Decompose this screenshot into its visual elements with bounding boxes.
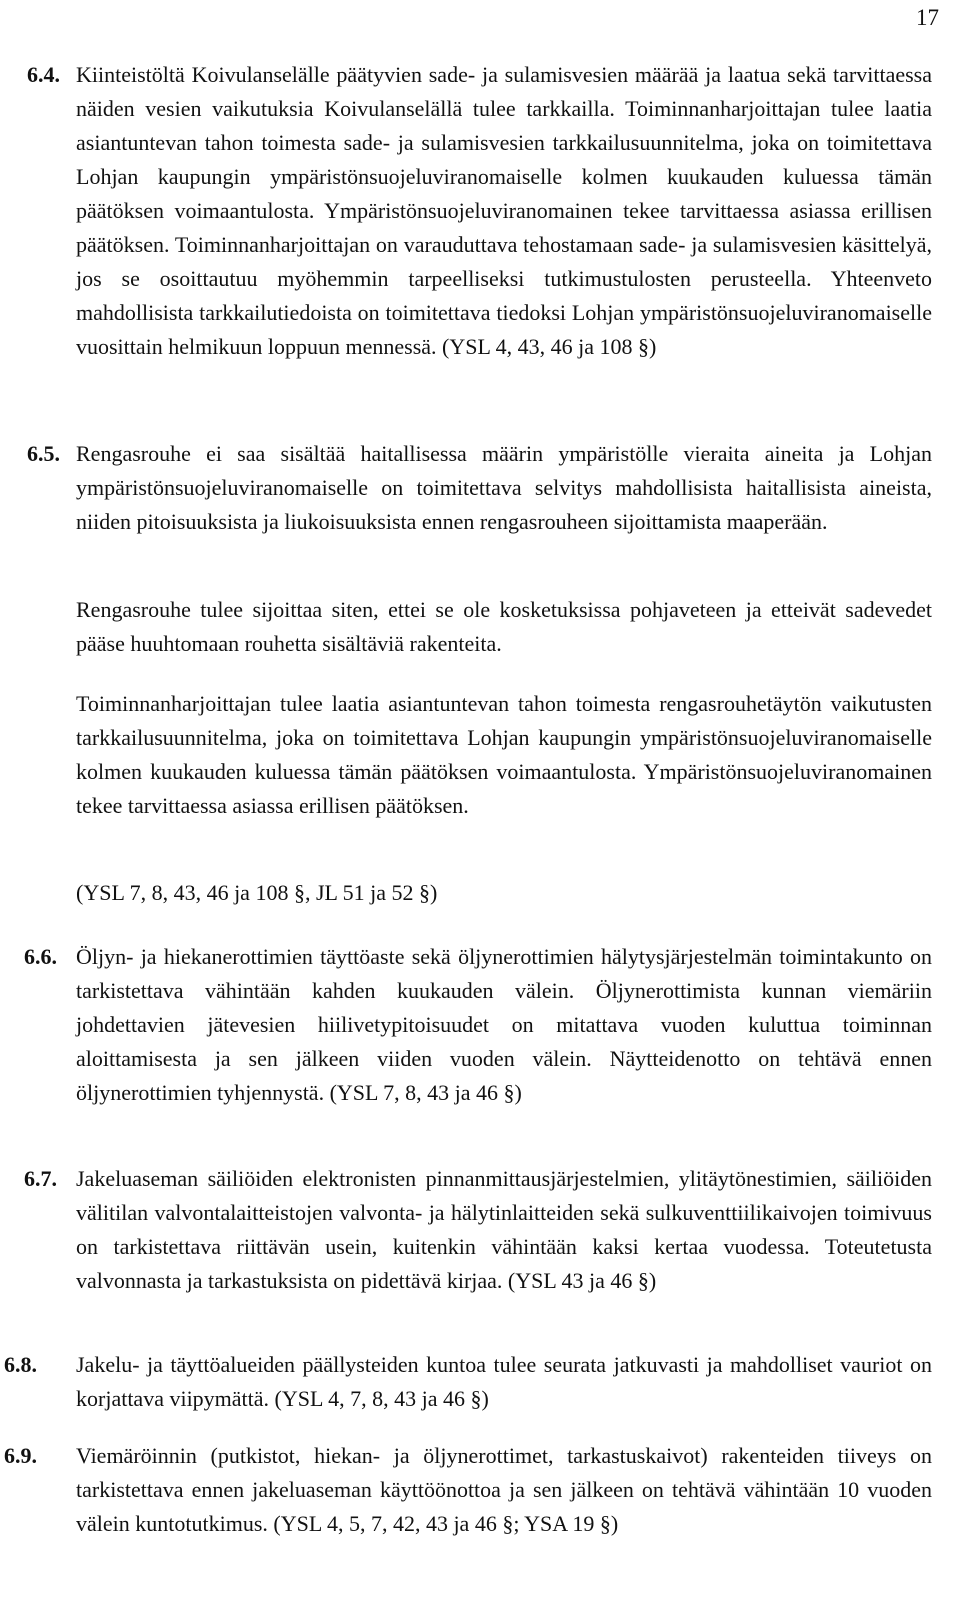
section-number: 6.7. — [24, 1166, 57, 1191]
section-number: 6.8. — [4, 1352, 37, 1377]
section-body — [76, 58, 932, 364]
paragraph: Rengasrouhe tulee sijoittaa siten, ettei se ole kosketuksissa pohjaveteen ja etteivät sadevedet pääse huuhtomaan rouhetta sisältäviä rakenteita. — [76, 597, 932, 656]
paragraph: Öljyn- ja hiekanerottimien täyttöaste sekä öljynerottimien hälytysjärjestelmän toimintakunto on tarkistettava vähintään kahden kuukauden välein. Öljynerottimista kunnan viemäriin johdettavien jätevesien hiilivetypitoisuudet on mitattava vuoden kuluttua toiminnan aloittamisesta ja sen jälkeen viiden vuoden välein. Näytteidenotto on tehtävä ennen öljynerottimien tyhjennystä. (YSL 7, 8, 43 ja 46 §) — [76, 944, 932, 1105]
paragraph: Viemäröinnin (putkistot, hiekan- ja öljynerottimet, tarkastuskaivot) rakenteiden tiiveys on tarkistettava ennen jakeluaseman käyttöönottoa ja sen jälkeen on tehtävä vähintään 10 vuoden välein kuntotutkimus. (YSL 4, 5, 7, 42, 43 ja 46 §; YSA 19 §) — [76, 1443, 932, 1536]
section-body — [76, 1348, 932, 1416]
section-body — [76, 1162, 932, 1298]
section-body — [76, 940, 932, 1110]
section-body — [76, 1439, 932, 1541]
paragraph: Kiinteistöltä Koivulanselälle päätyvien sade- ja sulamisvesien määrää ja laatua sekä tarvittaessa näiden vesien vaikutuksia Koivulanselällä tulee tarkkailla. Toiminnanharjoittajan tulee laatia asiantuntevan tahon toimesta sade- ja sulamisvesien tarkkailusuunnitelma, joka on toimitettava Lohjan kaupungin ympäristönsuojeluviranomaiselle kolmen kuukauden kuluessa tämän päätöksen voimaantulosta. Ympäristönsuojeluviranomainen tekee tarvittaessa asiassa erillisen päätöksen. Toiminnanharjoittajan on varauduttava tehostamaan sade- ja sulamisvesien käsittelyä, jos se osoittautuu myöhemmin tarpeelliseksi tutkimustulosten perusteella. Yhteenveto mahdollisista tarkkailutiedoista on toimitettava tiedoksi Lohjan ympäristönsuojeluviranomaiselle vuosittain helmikuun loppuun mennessä. (YSL 4, 43, 46 ja 108 §) — [76, 62, 932, 359]
paragraph: Rengasrouhe ei saa sisältää haitallisessa määrin ympäristölle vieraita aineita ja Lohjan ympäristönsuojeluviranomaiselle on toimitettava selvitys mahdollisista haitallisista aineista, niiden pitoisuuksista ja liukoisuuksista ennen rengasrouheen sijoittamista maaperään. — [76, 441, 932, 534]
paragraph: Toiminnanharjoittajan tulee laatia asiantuntevan tahon toimesta rengasrouhetäytön vaikutusten tarkkailusuunnitelma, joka on toimitettava Lohjan kaupungin ympäristönsuojeluviranomaiselle kolmen kuukauden kuluessa tämän päätöksen voimaantulosta. Ympäristönsuojeluviranomainen tekee tarvittaessa asiassa erillisen päätöksen. — [76, 691, 932, 818]
paragraph: Jakeluaseman säiliöiden elektronisten pinnanmittausjärjestelmien, ylitäytönestimien, säiliöiden välitilan valvontalaitteistojen valvonta- ja hälytinlaitteiden sekä sulkuventtiilikaivojen toimivuus on tarkistettava riittävän usein, kuitenkin vähintään kaksi kertaa vuodessa. Toteutetusta valvonnasta ja tarkastuksista on pidettävä kirjaa. (YSL 43 ja 46 §) — [76, 1166, 932, 1293]
paragraph-reference: (YSL 7, 8, 43, 46 ja 108 §, JL 51 ja 52 §) — [76, 880, 438, 905]
section-number: 6.6. — [24, 944, 57, 969]
page-number: 17 — [916, 5, 939, 30]
section-number: 6.9. — [4, 1443, 37, 1468]
section-number: 6.5. — [27, 441, 60, 466]
paragraph: Jakelu- ja täyttöalueiden päällysteiden kuntoa tulee seurata jatkuvasti ja mahdolliset vauriot on korjattava viipymättä. (YSL 4, 7, 8, 43 ja 46 §) — [76, 1352, 932, 1411]
section-number: 6.4. — [27, 62, 60, 87]
